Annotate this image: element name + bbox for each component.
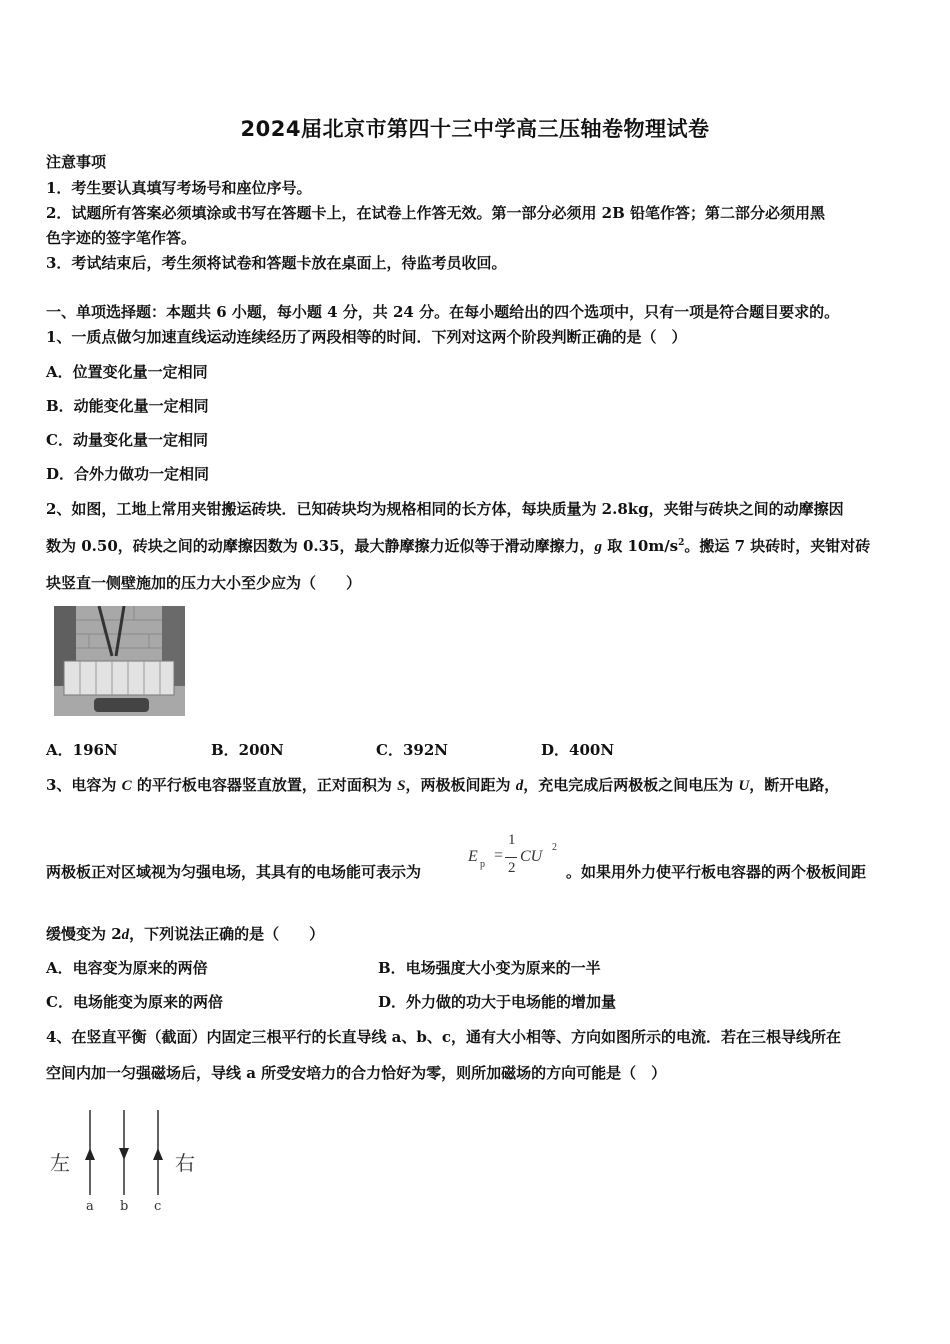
formula-eq: = bbox=[494, 847, 504, 864]
q2-option-b: B．200N bbox=[211, 741, 284, 759]
notice-item: 色字迹的签字笔作答。 bbox=[46, 229, 197, 247]
q2-option-a: A．196N bbox=[46, 741, 118, 759]
wire-b-label: b bbox=[120, 1199, 129, 1214]
wire-c-arrow-up-icon bbox=[153, 1148, 163, 1160]
q3-line3 bbox=[46, 923, 324, 944]
q2-sup: 2 bbox=[678, 538, 685, 548]
formula-num: 1 bbox=[508, 832, 516, 848]
wire-b-arrow-down-icon bbox=[119, 1148, 129, 1160]
q3-line2b: 。如果用外力使平行板电容器的两个极板间距 bbox=[566, 863, 867, 881]
formula-sup: 2 bbox=[552, 842, 557, 853]
notice-item: 2．试题所有答案必须填涂或书写在答题卡上，在试卷上作答无效。第一部分必须用 2B 铅笔作答；第二部分必须用黑 bbox=[46, 204, 826, 222]
q2-option-d: D．400N bbox=[541, 741, 615, 759]
q4-line2: 空间内加一匀强磁场后，导线 a 所受安培力的合力恰好为零，则所加磁场的方向可能是（ ） bbox=[46, 1064, 667, 1082]
q1-option-d: D．合外力做功一定相同 bbox=[46, 465, 210, 483]
q3-text: 的平行板电容器竖直放置，正对面积为 bbox=[131, 776, 398, 794]
notice-item: 1．考生要认真填写考场号和座位序号。 bbox=[46, 179, 312, 197]
formula-den: 2 bbox=[508, 860, 516, 876]
q3-text: ，充电完成后两极板之间电压为 bbox=[523, 776, 739, 794]
q3-var-d: d bbox=[121, 927, 130, 943]
q4-line1: 4、在竖直平衡（截面）内固定三根平行的长直导线 a、b、c，通有大小相等、方向如图所示的电流．若在三根导线所在 bbox=[46, 1028, 842, 1046]
notice-item: 3．考试结束后，考生须将试卷和答题卡放在桌面上，待监考员收回。 bbox=[46, 254, 507, 272]
page-title: 2024届北京市第四十三中学高三压轴卷物理试卷 bbox=[240, 117, 710, 141]
q3-text: 3、电容为 bbox=[46, 776, 122, 794]
q3-var-d: d bbox=[515, 778, 524, 794]
q2-options bbox=[46, 739, 706, 760]
q2-line2 bbox=[46, 535, 870, 556]
q2-line3: 块竖直一侧壁施加的压力大小至少应为（ ） bbox=[46, 574, 362, 592]
formula-sub: p bbox=[480, 859, 485, 870]
q3-var-u: U bbox=[738, 778, 750, 794]
q2-line1: 2、如图，工地上常用夹钳搬运砖块．已知砖块均为规格相同的长方体，每块质量为 2.8kg，夹钳与砖块之间的动摩擦因 bbox=[46, 500, 844, 518]
notice-heading: 注意事项 bbox=[46, 153, 107, 171]
q1-option-c: C．动量变化量一定相同 bbox=[46, 431, 208, 449]
brick-clamp-icon bbox=[54, 606, 185, 716]
left-label: 左 bbox=[50, 1151, 70, 1175]
section-heading: 一、单项选择题：本题共 6 小题，每小题 4 分，共 24 分。在每小题给出的四个选项中，只有一项是符合题目要求的。 bbox=[46, 303, 840, 321]
q3-option-b: B．电场强度大小变为原来的一半 bbox=[378, 959, 601, 977]
q3-var-c: C bbox=[121, 778, 132, 794]
q2-text: 。搬运 7 块砖时，夹钳对砖 bbox=[684, 537, 871, 555]
q3-var-s: S bbox=[397, 778, 406, 794]
q1-option-b: B．动能变化量一定相同 bbox=[46, 397, 209, 415]
formula-rhs: CU bbox=[520, 848, 543, 865]
q2-text: 数为 0.50，砖块之间的动摩擦因数为 0.35，最大静摩擦力近似等于滑动摩擦力， bbox=[46, 537, 595, 555]
q3-option-c: C．电场能变为原来的两倍 bbox=[46, 993, 223, 1011]
q1-stem: 1、一质点做匀加速直线运动连续经历了两段相等的时间．下列对这两个阶段判断正确的是（ ） bbox=[46, 328, 687, 346]
q3-option-d: D．外力做的功大于电场能的增加量 bbox=[378, 993, 617, 1011]
q3-line2a: 两极板正对区域视为匀强电场，其具有的电场能可表示为 bbox=[46, 863, 422, 881]
q3-text: 缓慢变为 2 bbox=[46, 925, 122, 943]
formula-lhs: E bbox=[468, 848, 478, 865]
brick-clamp-photo bbox=[54, 606, 185, 716]
right-label: 右 bbox=[175, 1151, 195, 1175]
wire-figure bbox=[40, 1100, 220, 1230]
q1-option-a: A．位置变化量一定相同 bbox=[46, 363, 208, 381]
wire-a-label: a bbox=[86, 1199, 94, 1214]
wire-a-arrow-up-icon bbox=[85, 1148, 95, 1160]
energy-formula bbox=[468, 832, 564, 886]
wire-c-label: c bbox=[154, 1199, 162, 1214]
fraction-bar bbox=[505, 857, 517, 858]
q2-text: 取 10m/s bbox=[602, 537, 679, 555]
q2-option-c: C．392N bbox=[376, 741, 448, 759]
q3-option-a: A．电容变为原来的两倍 bbox=[46, 959, 208, 977]
q3-text: ，两极板间距为 bbox=[405, 776, 516, 794]
q3-text: ，断开电路， bbox=[749, 776, 840, 794]
q3-text: ，下列说法正确的是（ ） bbox=[129, 925, 325, 943]
q2-g-var: g bbox=[594, 539, 603, 555]
q3-line1 bbox=[46, 774, 839, 795]
